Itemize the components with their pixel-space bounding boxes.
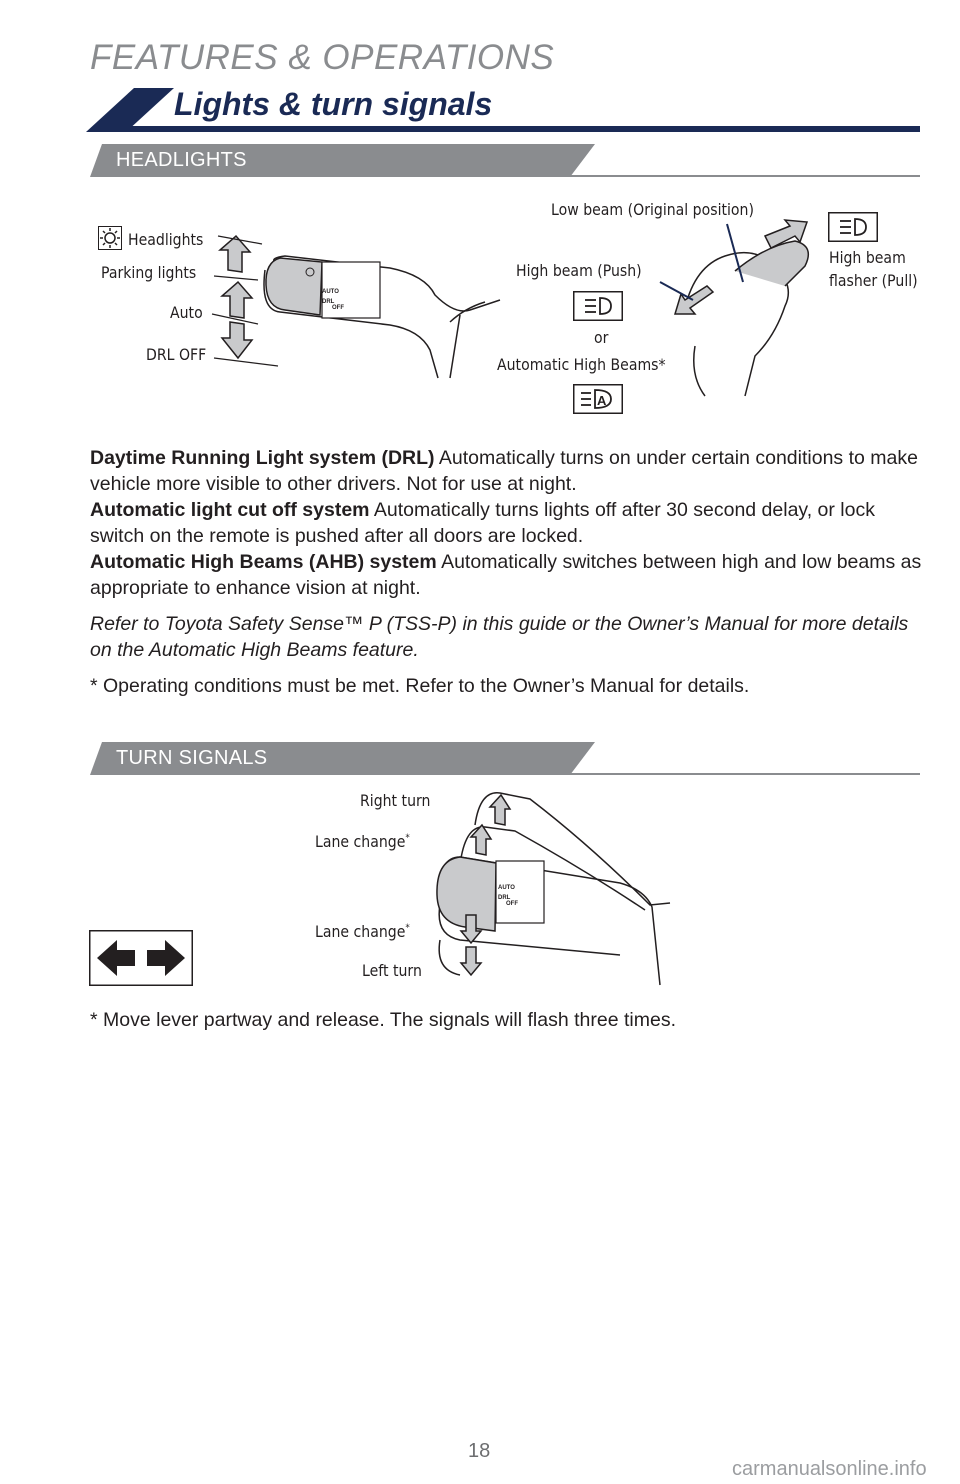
headlights-description — [90, 445, 930, 699]
automatic-high-beam-icon — [573, 384, 623, 414]
headlights-tab-label: HEADLIGHTS — [116, 149, 247, 171]
high-beam-push-icon — [573, 291, 623, 321]
turn-lever-auto-text: AUTO — [498, 885, 515, 891]
turn-lever-illustration — [300, 785, 680, 995]
turn-signals-tab — [90, 742, 920, 778]
page-number: 18 — [468, 1440, 491, 1462]
turn-signals-tab-label: TURN SIGNALS — [116, 747, 268, 769]
high-beam-icon — [828, 212, 878, 242]
drl-paragraph — [90, 445, 930, 497]
tss-note: Refer to Toyota Safety Sense™ P (TSS-P) in this guide or the Owner’s Manual for more details on the Automatic High Beams feature. — [90, 613, 909, 661]
page-title: Lights & turn signals — [174, 86, 493, 122]
label-auto: Auto — [170, 303, 203, 322]
label-high-beam-flasher-1: High beam — [829, 248, 906, 267]
label-lane-change-down — [315, 922, 410, 941]
label-lane-change-down-text: Lane change — [315, 922, 406, 941]
headlights-tab — [90, 144, 920, 180]
lever-auto-text: AUTO — [322, 289, 339, 295]
label-headlights: Headlights — [128, 230, 204, 249]
turn-lever-off-text: OFF — [506, 901, 518, 907]
label-high-beam-flasher-2: flasher (Pull) — [829, 271, 918, 290]
watermark: carmanualsonline.info — [732, 1458, 927, 1480]
cutoff-text: Automatically turns lights off after 30 second delay, or lock switch on the remote is pushed after all doors are locked. — [90, 499, 875, 547]
lever-drl-text: DRL — [322, 299, 335, 305]
label-right-turn: Right turn — [360, 791, 431, 810]
drl-text: Automatically turns on under certain conditions to make vehicle more visible to other drivers. Not for use at night. — [90, 447, 918, 495]
label-ahb: Automatic High Beams* — [497, 355, 666, 374]
page-title-bar — [86, 84, 920, 132]
label-lane-change-up-star: * — [405, 832, 410, 844]
ahb-heading: Automatic High Beams (AHB) system — [90, 551, 437, 573]
headlight-sun-icon — [98, 226, 122, 250]
ahb-paragraph — [90, 549, 930, 601]
turn-signal-arrows-icon — [89, 930, 193, 986]
lever-off-text: OFF — [332, 305, 344, 311]
headlights-footnote: * Operating conditions must be met. Refer to the Owner’s Manual for details. — [90, 675, 750, 697]
cutoff-paragraph — [90, 497, 930, 549]
turn-lever-drl-text: DRL — [498, 895, 511, 901]
high-beam-diagram — [495, 196, 935, 420]
label-high-beam-push: High beam (Push) — [516, 261, 642, 280]
label-or: or — [594, 328, 609, 347]
turn-signal-diagram — [300, 785, 680, 995]
ahb-text: Automatically switches between high and low beams as appropriate to enhance vision at night. — [90, 551, 922, 599]
label-lane-change-up — [315, 832, 410, 851]
label-lane-change-down-star: * — [405, 922, 410, 934]
label-left-turn: Left turn — [362, 961, 422, 980]
label-drl-off: DRL OFF — [146, 345, 207, 364]
turn-signals-footnote: * Move lever partway and release. The signals will flash three times. — [90, 1009, 676, 1031]
svg-text:A: A — [597, 393, 607, 408]
label-parking-lights: Parking lights — [101, 263, 197, 282]
cutoff-heading: Automatic light cut off system — [90, 499, 370, 521]
label-low-beam: Low beam (Original position) — [551, 200, 754, 219]
headlight-lever-diagram — [90, 200, 510, 390]
section-title: FEATURES & OPERATIONS — [90, 38, 555, 77]
drl-heading: Daytime Running Light system (DRL) — [90, 447, 435, 469]
label-lane-change-up-text: Lane change — [315, 832, 406, 851]
